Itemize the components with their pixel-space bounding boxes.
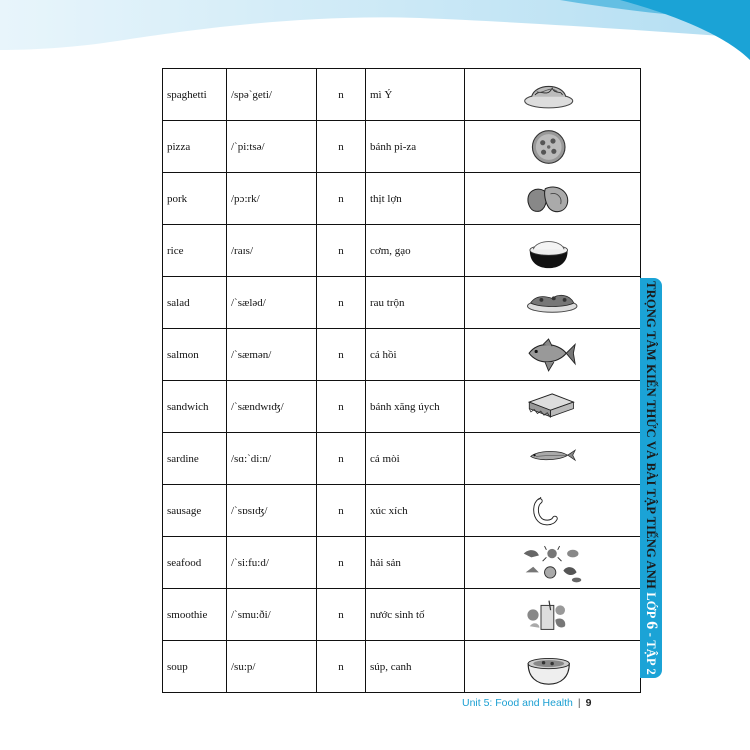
meaning-cell: cá hồi bbox=[366, 329, 465, 381]
word-cell: sardine bbox=[163, 433, 227, 485]
table-row bbox=[163, 589, 641, 641]
illustration-cell bbox=[465, 173, 641, 225]
pos-cell: n bbox=[317, 537, 366, 589]
pos-cell: n bbox=[317, 173, 366, 225]
meaning-cell: cá mòi bbox=[366, 433, 465, 485]
word-cell: pizza bbox=[163, 121, 227, 173]
table-row bbox=[163, 537, 641, 589]
pos-cell: n bbox=[317, 69, 366, 121]
spaghetti-icon bbox=[523, 74, 583, 116]
illustration-cell bbox=[465, 537, 641, 589]
illustration-cell bbox=[465, 433, 641, 485]
table-row bbox=[163, 69, 641, 121]
ipa-cell: /`sɒsɪʤ/ bbox=[227, 485, 317, 537]
word-cell: salad bbox=[163, 277, 227, 329]
grade-label: LỚP bbox=[644, 592, 658, 618]
salmon-icon bbox=[522, 335, 584, 375]
side-tab-title bbox=[642, 281, 660, 675]
table-row bbox=[163, 433, 641, 485]
vocabulary-table bbox=[162, 68, 641, 693]
word-cell: sandwich bbox=[163, 381, 227, 433]
seafood-icon bbox=[520, 542, 586, 584]
word-cell: seafood bbox=[163, 537, 227, 589]
sausage-icon bbox=[531, 490, 575, 532]
meaning-cell: bánh pi-za bbox=[366, 121, 465, 173]
meaning-cell: bánh xăng úych bbox=[366, 381, 465, 433]
salad-icon bbox=[519, 286, 587, 320]
table-row bbox=[163, 173, 641, 225]
illustration-cell bbox=[465, 225, 641, 277]
table-row bbox=[163, 485, 641, 537]
ipa-cell: /su:p/ bbox=[227, 641, 317, 693]
ipa-cell: /`si:fu:d/ bbox=[227, 537, 317, 589]
meaning-cell: hải sản bbox=[366, 537, 465, 589]
pos-cell: n bbox=[317, 225, 366, 277]
grade-number: 6 bbox=[643, 621, 660, 630]
table-row bbox=[163, 277, 641, 329]
pizza-icon bbox=[523, 126, 583, 168]
meaning-cell: xúc xích bbox=[366, 485, 465, 537]
meaning-cell: rau trộn bbox=[366, 277, 465, 329]
pos-cell: n bbox=[317, 381, 366, 433]
word-cell: soup bbox=[163, 641, 227, 693]
pos-cell: n bbox=[317, 121, 366, 173]
illustration-cell bbox=[465, 121, 641, 173]
meaning-cell: nước sinh tố bbox=[366, 589, 465, 641]
pork-icon bbox=[523, 178, 583, 220]
footer-separator: | bbox=[577, 697, 581, 709]
soup-icon bbox=[523, 646, 583, 688]
ipa-cell: /spə`geti/ bbox=[227, 69, 317, 121]
meaning-cell: cơm, gạo bbox=[366, 225, 465, 277]
word-cell: pork bbox=[163, 173, 227, 225]
unit-title: Unit 5: Food and Health bbox=[462, 697, 573, 709]
ipa-cell: /`pi:tsə/ bbox=[227, 121, 317, 173]
illustration-cell bbox=[465, 485, 641, 537]
table-row bbox=[163, 121, 641, 173]
pos-cell: n bbox=[317, 329, 366, 381]
ipa-cell: /`sændwɪʤ/ bbox=[227, 381, 317, 433]
illustration-cell bbox=[465, 641, 641, 693]
word-cell: spaghetti bbox=[163, 69, 227, 121]
tab-separator: - bbox=[644, 632, 658, 638]
meaning-cell: mì Ý bbox=[366, 69, 465, 121]
word-cell: sausage bbox=[163, 485, 227, 537]
table-row bbox=[163, 225, 641, 277]
ipa-cell: /`sæləd/ bbox=[227, 277, 317, 329]
pos-cell: n bbox=[317, 433, 366, 485]
volume-label: TẬP 2 bbox=[644, 640, 658, 675]
word-cell: smoothie bbox=[163, 589, 227, 641]
ipa-cell: /sɑ:`di:n/ bbox=[227, 433, 317, 485]
ipa-cell: /`sæmən/ bbox=[227, 329, 317, 381]
illustration-cell bbox=[465, 277, 641, 329]
page-footer bbox=[462, 697, 591, 709]
ipa-cell: /pɔ:rk/ bbox=[227, 173, 317, 225]
illustration-cell bbox=[465, 329, 641, 381]
ipa-cell: /`smu:ði/ bbox=[227, 589, 317, 641]
pos-cell: n bbox=[317, 641, 366, 693]
pos-cell: n bbox=[317, 485, 366, 537]
illustration-cell bbox=[465, 69, 641, 121]
word-cell: salmon bbox=[163, 329, 227, 381]
meaning-cell: thịt lợn bbox=[366, 173, 465, 225]
table-row bbox=[163, 381, 641, 433]
word-cell: rice bbox=[163, 225, 227, 277]
illustration-cell bbox=[465, 381, 641, 433]
ipa-cell: /raɪs/ bbox=[227, 225, 317, 277]
sardine-icon bbox=[515, 445, 591, 473]
pos-cell: n bbox=[317, 277, 366, 329]
table-row bbox=[163, 641, 641, 693]
table-row bbox=[163, 329, 641, 381]
page-number: 9 bbox=[585, 697, 592, 709]
smoothie-icon bbox=[525, 594, 581, 636]
illustration-cell bbox=[465, 589, 641, 641]
meaning-cell: súp, canh bbox=[366, 641, 465, 693]
pos-cell: n bbox=[317, 589, 366, 641]
sandwich-icon bbox=[521, 389, 585, 425]
rice-bowl-icon bbox=[523, 230, 583, 272]
series-title: TRỌNG TÂM KIẾN THỨC VÀ BÀI TẬP TIẾNG ANH bbox=[644, 281, 658, 589]
